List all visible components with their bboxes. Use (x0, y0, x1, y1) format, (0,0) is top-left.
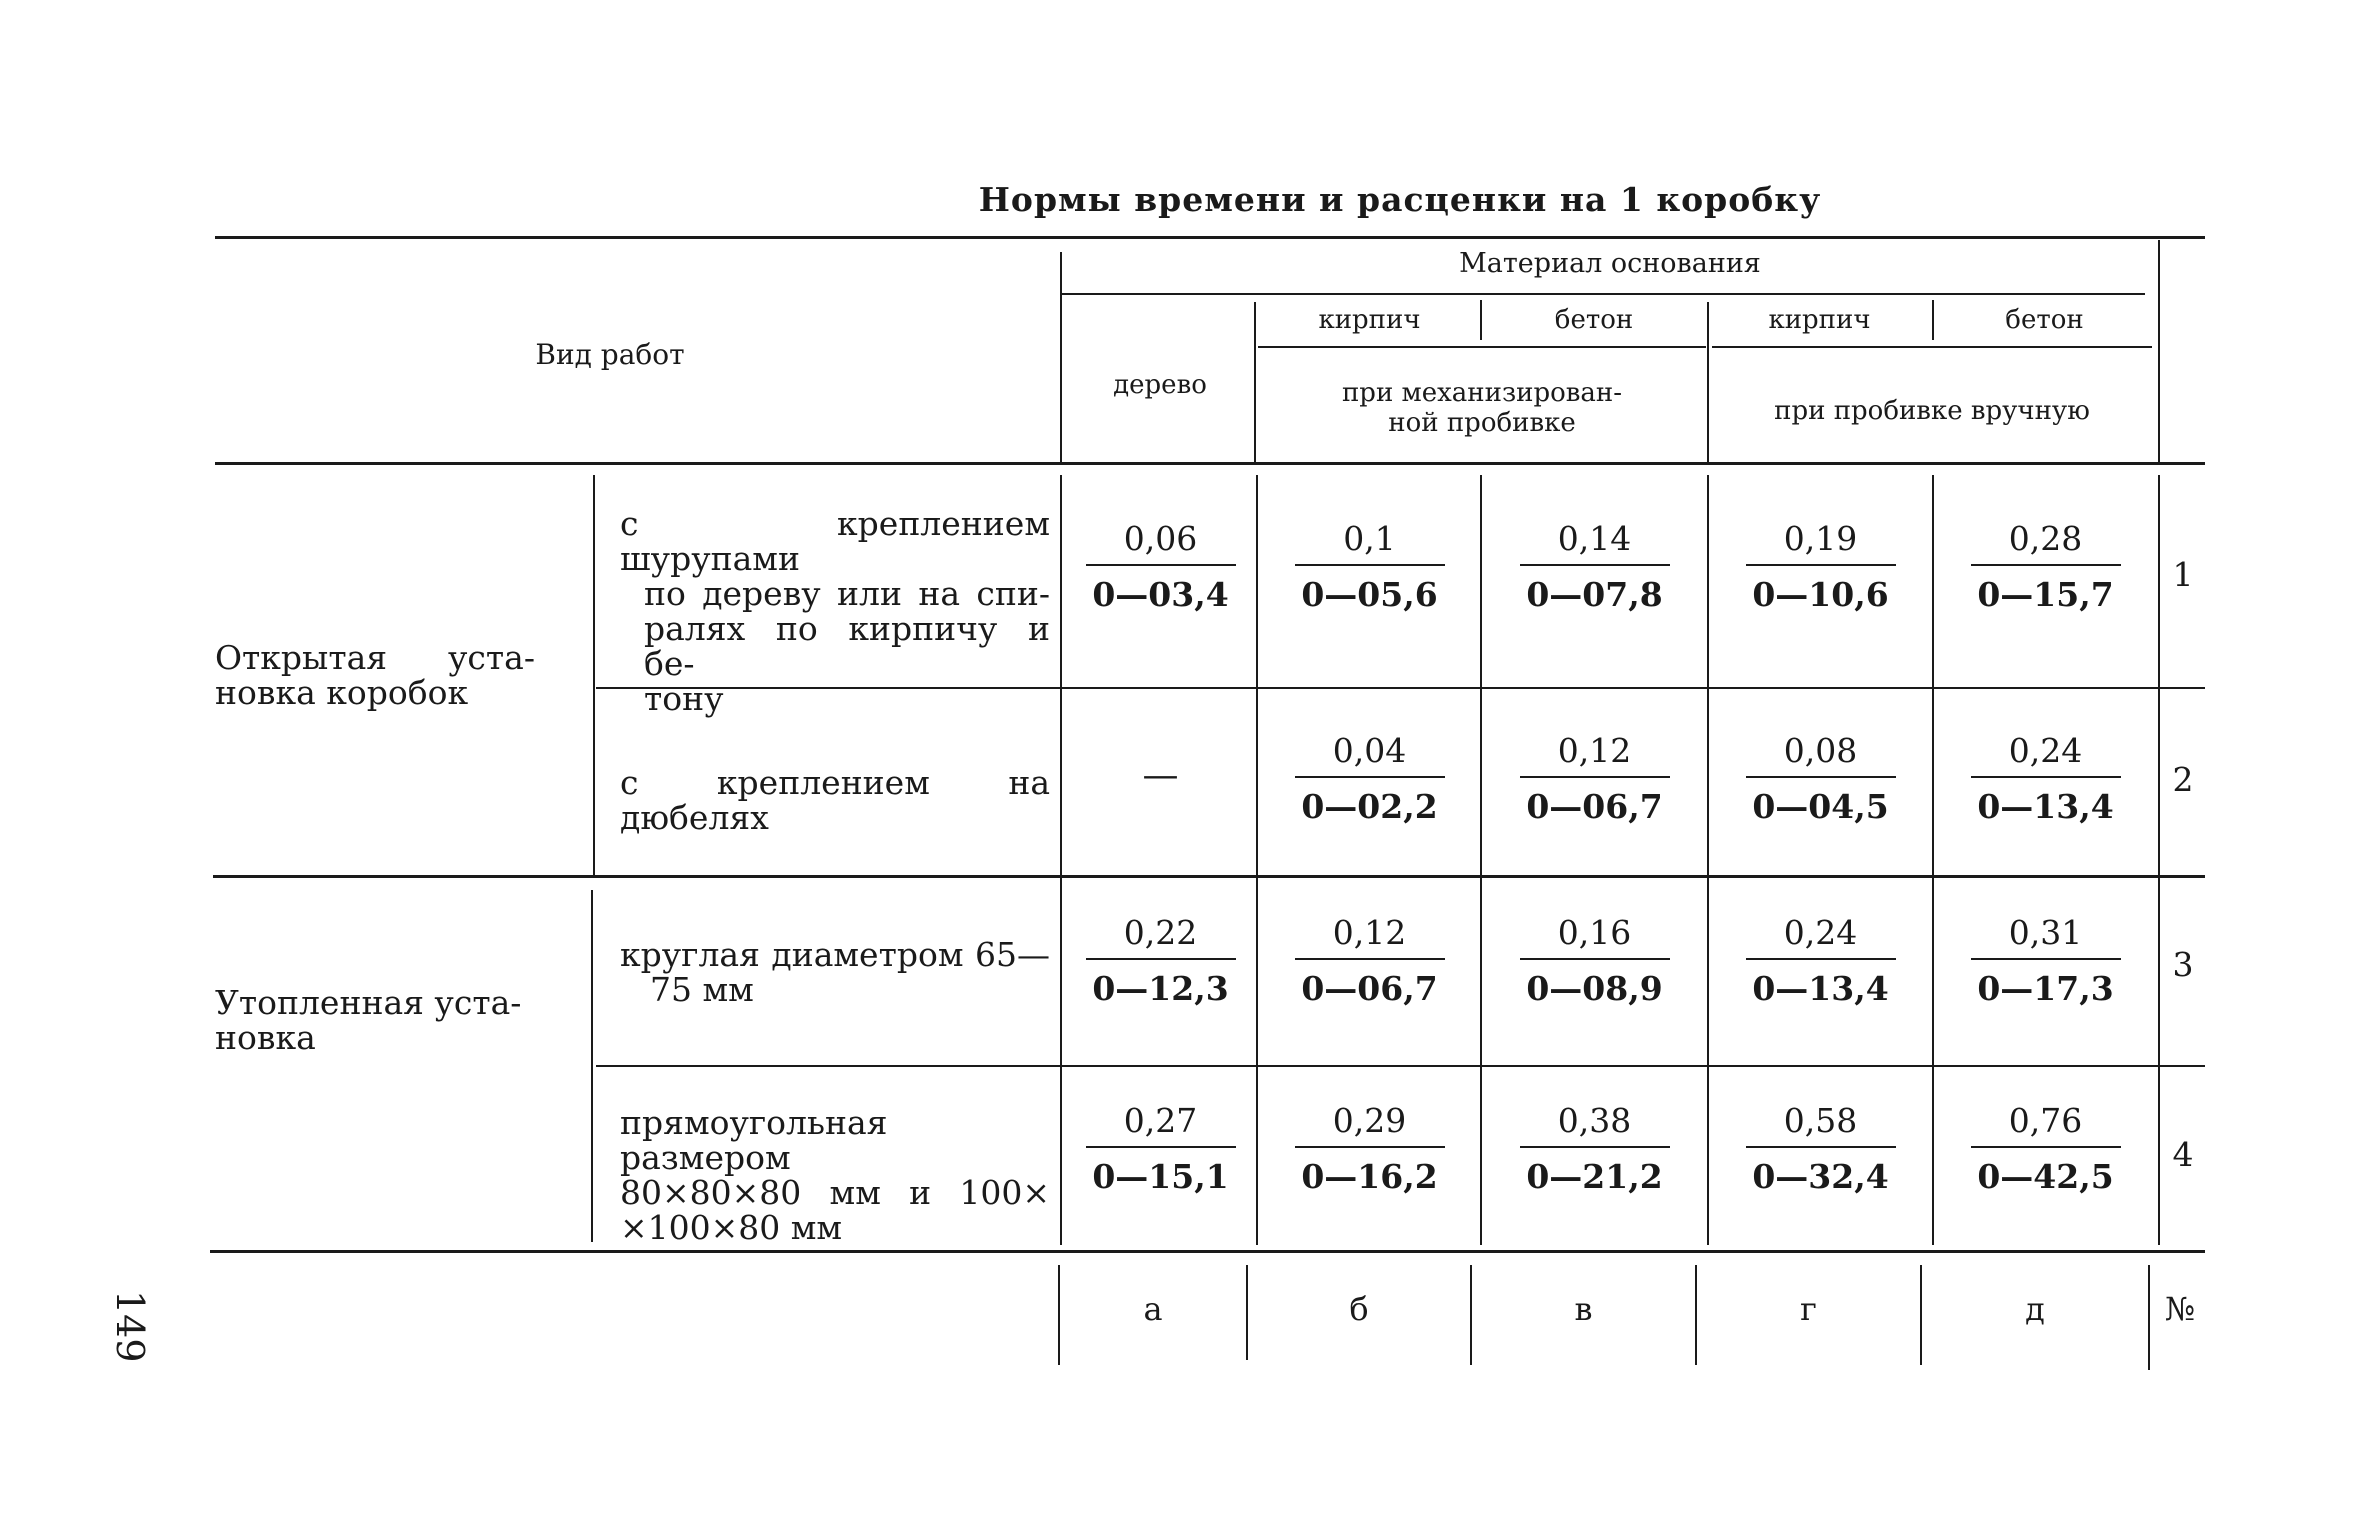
row4-cell-c-norm: 0,38 (1557, 1101, 1632, 1140)
vrule-col-a (1060, 475, 1062, 1245)
row3-cell-a-price: 0—12,3 (1092, 969, 1229, 1008)
vrule-header-right (2158, 240, 2160, 462)
row2-cell-d-norm: 0,08 (1783, 731, 1858, 770)
row3-desc-line1: круглая диаметром 65— (620, 935, 1050, 974)
row1-desc-line3: ралях по кирпичу и бе- (644, 609, 1050, 683)
page-number: 149 (108, 1290, 152, 1363)
row4-cell-d-norm: 0,58 (1783, 1101, 1858, 1140)
fraction-bar (1295, 776, 1445, 778)
row1-cell-e-norm: 0,28 (2008, 519, 2083, 558)
row2-cell-d (1713, 730, 1928, 828)
row2-description (620, 765, 1050, 835)
row4-desc-line2: 80×80×80 мм и 100× (620, 1173, 1050, 1212)
fraction-bar (1746, 776, 1896, 778)
row4-cell-d (1713, 1100, 1928, 1198)
rule-group1-bottom (213, 875, 2205, 878)
rule-body-bottom (210, 1250, 2205, 1253)
row2-cell-b-norm: 0,04 (1332, 731, 1407, 770)
row4-desc-line3: ×100×80 мм (620, 1208, 843, 1247)
fraction-bar (1086, 958, 1236, 960)
row4-cell-c (1487, 1100, 1702, 1198)
fraction-bar (1086, 1146, 1236, 1148)
row3-description (620, 937, 1050, 1007)
row2-cell-e (1938, 730, 2153, 828)
row3-cell-c-norm: 0,16 (1557, 913, 1632, 952)
row1-cell-d (1713, 518, 1928, 616)
row1-cell-b-norm: 0,1 (1343, 519, 1396, 558)
row1-desc-line1: с креплением шурупами (620, 504, 1050, 578)
row3-cell-e-norm: 0,31 (2008, 913, 2083, 952)
row1-cell-b (1262, 518, 1477, 616)
row1-cell-d-norm: 0,19 (1783, 519, 1858, 558)
row3-cell-b-norm: 0,12 (1332, 913, 1407, 952)
row1-cell-e-price: 0—15,7 (1977, 575, 2114, 614)
header-brick-manual: кирпич (1768, 305, 1871, 335)
row4-cell-b-price: 0—16,2 (1301, 1157, 1438, 1196)
row2-desc-line1: с креплением на дюбелях (620, 763, 1050, 837)
fraction-bar (1971, 776, 2121, 778)
group-label-recessed-line2: новка (215, 1018, 316, 1057)
rule-subheader-right (1712, 346, 2152, 348)
group-label-open-line2: новка коробок (215, 673, 469, 712)
vrule-col-d (1707, 475, 1709, 1245)
fraction-bar (1520, 564, 1670, 566)
row3-cell-a-norm: 0,22 (1123, 913, 1198, 952)
row2-cell-c (1487, 730, 1702, 828)
row4-cell-a (1068, 1100, 1253, 1198)
header-mechanized (1262, 378, 1702, 438)
row1-cell-e (1938, 518, 2153, 616)
fraction-bar (1295, 564, 1445, 566)
row3-cell-a (1068, 912, 1253, 1010)
rule-header-bottom (215, 462, 2205, 465)
group-label-open (215, 640, 535, 710)
fraction-bar (1295, 1146, 1445, 1148)
fraction-bar (1520, 776, 1670, 778)
row4-cell-a-price: 0—15,1 (1092, 1157, 1229, 1196)
fraction-bar (1746, 958, 1896, 960)
vrule-col-c (1480, 475, 1482, 1245)
row4-number: 4 (2172, 1135, 2194, 1174)
row1-cell-d-price: 0—10,6 (1752, 575, 1889, 614)
row1-number: 1 (2172, 555, 2194, 594)
fraction-bar (1086, 564, 1236, 566)
row1-description (620, 506, 1050, 716)
header-concrete-mech: бетон (1554, 305, 1634, 335)
row4-desc-line1: прямоугольная размером (620, 1103, 888, 1177)
row3-cell-b (1262, 912, 1477, 1010)
header-brick-mech: кирпич (1318, 305, 1421, 335)
row2-cell-d-price: 0—04,5 (1752, 787, 1889, 826)
row3-cell-d-price: 0—13,4 (1752, 969, 1889, 1008)
row1-cell-c (1487, 518, 1702, 616)
footer-col-d: г (1800, 1290, 1817, 1328)
rule-material (1060, 293, 2145, 295)
fraction-bar (1746, 1146, 1896, 1148)
header-work-type: Вид работ (535, 338, 685, 371)
fraction-bar (1971, 1146, 2121, 1148)
row1-cell-a (1068, 518, 1253, 616)
vrule-header-mid3 (1932, 300, 1934, 340)
row3-cell-b-price: 0—06,7 (1301, 969, 1438, 1008)
vrule-group-divider-1 (593, 475, 595, 875)
row3-cell-d-norm: 0,24 (1783, 913, 1858, 952)
fraction-bar (1295, 958, 1445, 960)
row3-desc-line2: 75 мм (650, 970, 754, 1009)
row4-cell-d-price: 0—32,4 (1752, 1157, 1889, 1196)
row4-cell-b-norm: 0,29 (1332, 1101, 1407, 1140)
group-label-recessed (215, 985, 535, 1055)
row2-cell-e-norm: 0,24 (2008, 731, 2083, 770)
row3-cell-e (1938, 912, 2153, 1010)
row1-cell-a-norm: 0,06 (1123, 519, 1198, 558)
footer-col-a: а (1143, 1290, 1163, 1328)
row3-number: 3 (2172, 945, 2194, 984)
row4-cell-e (1938, 1100, 2153, 1198)
row1-cell-c-norm: 0,14 (1557, 519, 1632, 558)
row1-desc-line2: по дереву или на спи- (644, 574, 1050, 613)
footer-col-c: в (1574, 1290, 1593, 1328)
rule-subheader-left (1258, 346, 1706, 348)
fraction-bar (1971, 564, 2121, 566)
table-title: Нормы времени и расценки на 1 коробку (978, 180, 1822, 219)
row3-cell-c-price: 0—08,9 (1526, 969, 1663, 1008)
vrule-header-wood (1254, 302, 1256, 462)
vrule-group-divider-2 (591, 890, 593, 1242)
group-label-recessed-line1: Утопленная уста- (215, 983, 522, 1022)
row2-cell-c-norm: 0,12 (1557, 731, 1632, 770)
row2-cell-a-dash: — (1142, 755, 1179, 796)
row2-number: 2 (2172, 760, 2194, 799)
footer-col-e: д (2025, 1290, 2045, 1328)
header-mechanized-line1: при механизирован- (1341, 378, 1623, 408)
row3-cell-d (1713, 912, 1928, 1010)
row2-cell-b-price: 0—02,2 (1301, 787, 1438, 826)
row4-cell-e-norm: 0,76 (2008, 1101, 2083, 1140)
row3-cell-c (1487, 912, 1702, 1010)
footer-col-b: б (1349, 1290, 1369, 1328)
vrule-header-left (1060, 252, 1062, 462)
row4-description (620, 1105, 1050, 1245)
fraction-bar (1520, 1146, 1670, 1148)
vrule-header-mid2 (1707, 302, 1709, 462)
header-wood: дерево (1113, 370, 1207, 400)
fraction-bar (1971, 958, 2121, 960)
rule-row3-bottom (596, 1065, 2205, 1067)
row2-cell-c-price: 0—06,7 (1526, 787, 1663, 826)
vrule-col-b (1256, 475, 1258, 1245)
header-mechanized-line2: ной пробивке (1388, 408, 1576, 438)
vrule-col-e (1932, 475, 1934, 1245)
row4-cell-e-price: 0—42,5 (1977, 1157, 2114, 1196)
row4-cell-c-price: 0—21,2 (1526, 1157, 1663, 1196)
fraction-bar (1746, 564, 1896, 566)
row2-cell-e-price: 0—13,4 (1977, 787, 2114, 826)
row2-cell-b (1262, 730, 1477, 828)
row1-desc-line4: тону (644, 679, 724, 718)
row4-cell-b (1262, 1100, 1477, 1198)
row4-cell-a-norm: 0,27 (1123, 1101, 1198, 1140)
header-concrete-manual: бетон (2005, 305, 2084, 335)
footer-col-num: № (2164, 1290, 2196, 1328)
header-manual: при пробивке вручную (1774, 396, 2090, 426)
header-material: Материал основания (1459, 248, 1761, 279)
fraction-bar (1520, 958, 1670, 960)
row1-cell-a-price: 0—03,4 (1092, 575, 1229, 614)
rule-top (215, 236, 2205, 239)
group-label-open-line1: Открытая уста- (215, 638, 535, 677)
row1-cell-c-price: 0—07,8 (1526, 575, 1663, 614)
row3-cell-e-price: 0—17,3 (1977, 969, 2114, 1008)
row1-cell-b-price: 0—05,6 (1301, 575, 1438, 614)
vrule-header-mid1 (1480, 300, 1482, 340)
